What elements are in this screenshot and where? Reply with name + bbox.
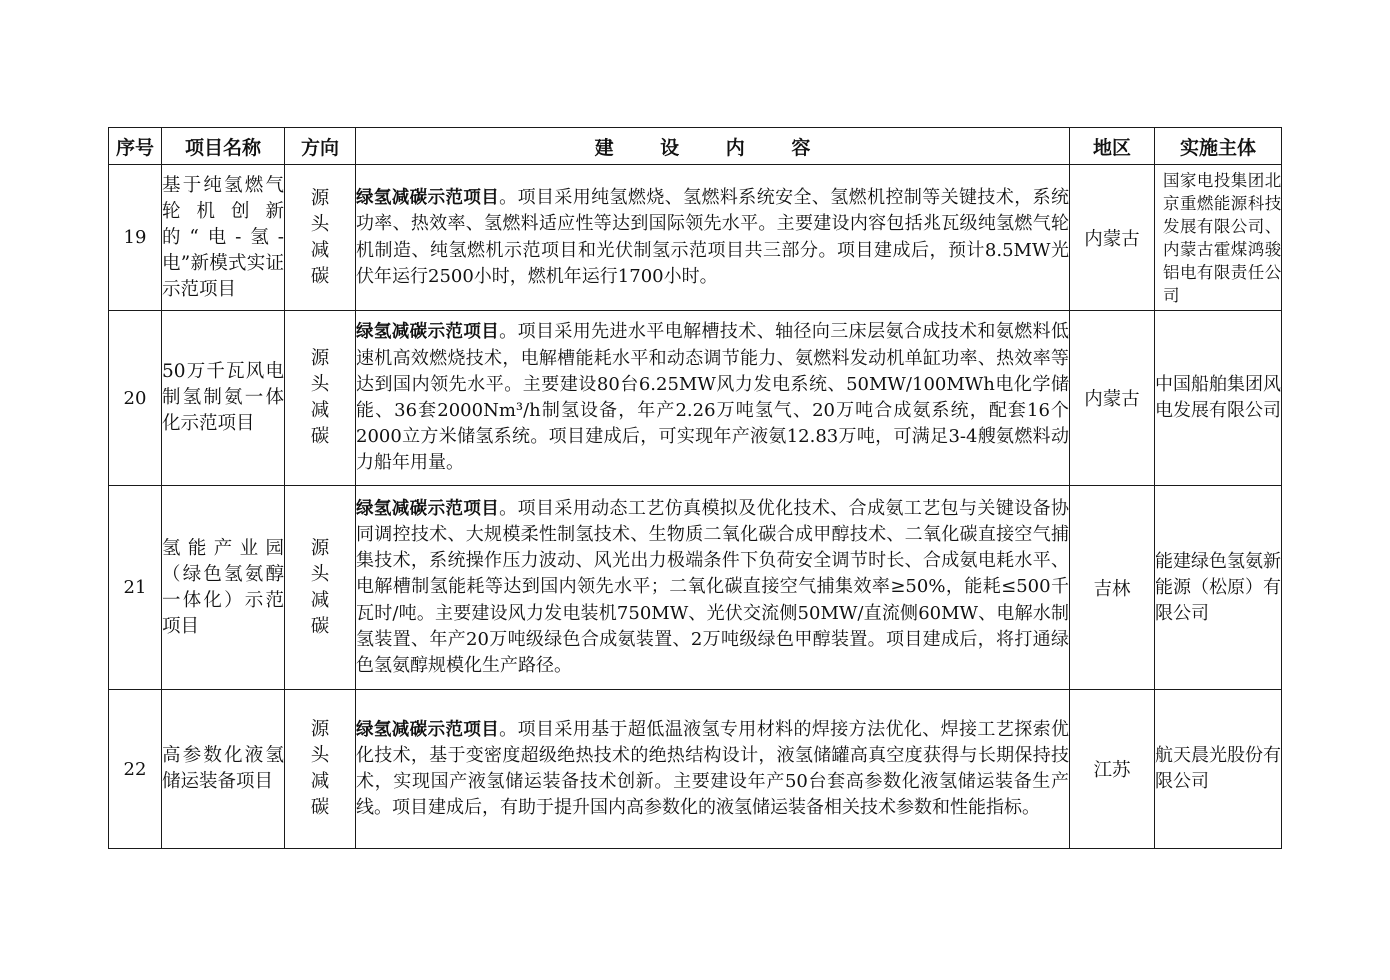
header-direction: 方向: [285, 128, 356, 165]
header-name: 项目名称: [162, 128, 285, 165]
content-title: 绿氢减碳示范项目: [356, 719, 500, 740]
row-direction: 源头减碳: [285, 165, 356, 311]
table-row: [109, 486, 1282, 690]
content-title: 绿氢减碳示范项目: [356, 498, 500, 519]
content-title: 绿氢减碳示范项目: [356, 188, 500, 209]
row-content: [356, 311, 1070, 486]
row-index: 19: [109, 165, 162, 311]
row-region: 内蒙古: [1070, 311, 1155, 486]
row-content: [356, 486, 1070, 690]
row-project-name: 高参数化液氢储运装备项目: [162, 690, 285, 849]
header-region: 地区: [1070, 128, 1155, 165]
row-owner: 国家电投集团北京重燃能源科技发展有限公司、内蒙古霍煤鸿骏铝电有限责任公司: [1155, 165, 1282, 311]
row-region: 江苏: [1070, 690, 1155, 849]
header-owner: 实施主体: [1155, 128, 1282, 165]
row-region: 吉林: [1070, 486, 1155, 690]
row-content: [356, 165, 1070, 311]
row-owner: 能建绿色氢氨新能源（松原）有限公司: [1155, 486, 1282, 690]
row-direction: 源头减碳: [285, 311, 356, 486]
table-row: [109, 311, 1282, 486]
header-row: [109, 128, 1282, 165]
row-owner: 航天晨光股份有限公司: [1155, 690, 1282, 849]
project-table: [108, 127, 1282, 849]
header-content: 建 设 内 容: [356, 128, 1070, 165]
content-body: 。项目采用纯氢燃烧、氢燃料系统安全、氢燃机控制等关键技术，系统功率、热效率、氢燃料适应性等达到国际领先水平。主要建设内容包括兆瓦级纯氢燃气轮机制造、纯氢燃机示范项目和光伏制氢示范项目共三部分。项目建成后，预计8.5MW光伏年运行2500小时，燃机年运行1700小时。: [356, 187, 1070, 287]
table-row: [109, 165, 1282, 311]
header-index: 序号: [109, 128, 162, 165]
row-direction: 源头减碳: [285, 690, 356, 849]
row-region: 内蒙古: [1070, 165, 1155, 311]
content-body: 。项目采用基于超低温液氢专用材料的焊接方法优化、焊接工艺探索优化技术，基于变密度超级绝热技术的绝热结构设计，液氢储罐高真空度获得与长期保持技术，实现国产液氢储运装备技术创新。主要建设年产50台套高参数化液氢储运装备生产线。项目建成后，有助于提升国内高参数化的液氢储运装备相关技术参数和性能指标。: [356, 718, 1070, 819]
row-project-name: 氢能产业园（绿色氢氨醇一体化）示范项目: [162, 486, 285, 690]
row-index: 21: [109, 486, 162, 690]
content-title: 绿氢减碳示范项目: [356, 322, 500, 343]
content-body: 。项目采用先进水平电解槽技术、轴径向三床层氨合成技术和氨燃料低速机高效燃烧技术，电解槽能耗水平和动态调节能力、氨燃料发动机单缸功率、热效率等达到国内领先水平。主要建设80台6.25MW风力发电系统、50MW/100MWh电化学储能、36套2000Nm³/h制氢设备，年产2.26万吨氢气、20万吨合成氨系统，配套16个2000立方米储氢系统。项目建成后，可实现年产液氨12.83万吨，可满足3-4艘氨燃料动力船年用量。: [356, 321, 1070, 474]
row-project-name: 50万千瓦风电制氢制氨一体化示范项目: [162, 311, 285, 486]
row-index: 20: [109, 311, 162, 486]
row-content: [356, 690, 1070, 849]
table-row: [109, 690, 1282, 849]
row-direction: 源头减碳: [285, 486, 356, 690]
content-body: 。项目采用动态工艺仿真模拟及优化技术、合成氨工艺包与关键设备协同调控技术、大规模柔性制氢技术、生物质二氧化碳合成甲醇技术、二氧化碳直接空气捕集技术，系统操作压力波动、风光出力极端条件下负荷安全调节时长、合成氨电耗水平、电解槽制氢能耗等达到国内领先水平；二氧化碳直接空气捕集效率≥50%，能耗≤500千瓦时/吨。主要建设风力发电装机750MW、光伏交流侧50MW/直流侧60MW、电解水制氢装置、年产20万吨级绿色合成氨装置、2万吨级绿色甲醇装置。项目建成后，将打通绿色氢氨醇规模化生产路径。: [356, 497, 1070, 676]
row-owner: 中国船舶集团风电发展有限公司: [1155, 311, 1282, 486]
row-project-name: 基于纯氢燃气轮机创新的“电-氢-电”新模式实证示范项目: [162, 165, 285, 311]
row-index: 22: [109, 690, 162, 849]
